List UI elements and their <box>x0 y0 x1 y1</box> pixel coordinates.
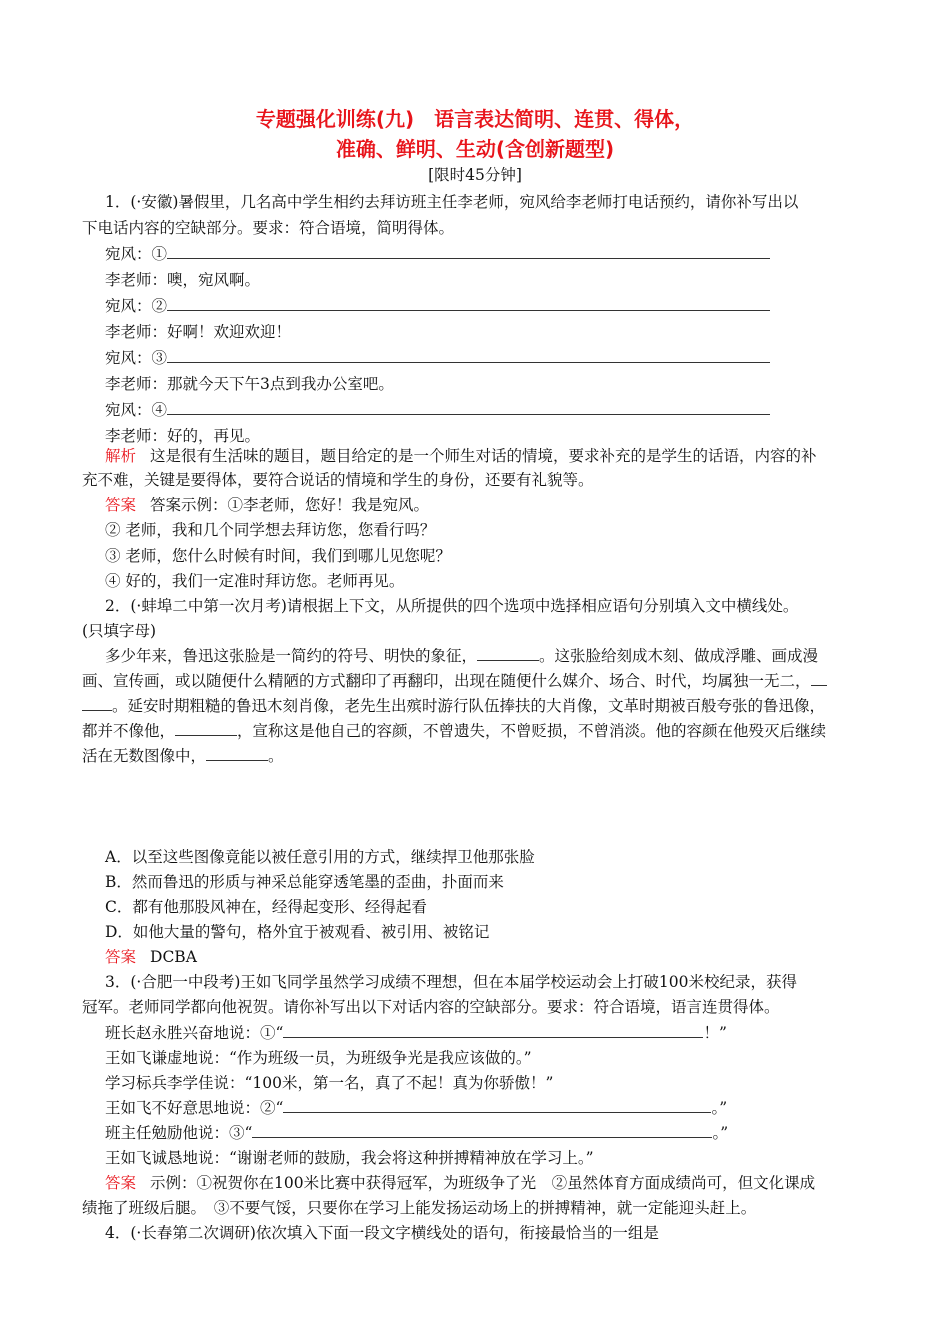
answer-blank[interactable] <box>283 1098 711 1113</box>
q2-option-d: D．如他大量的警句，格外宜于被观看、被引用、被铭记 <box>105 923 490 941</box>
speaker: 李老师： <box>105 427 168 445</box>
q2-answer: 答案 DCBA <box>105 948 197 966</box>
q3-answer-line1: 答案 示例：①祝贺你在100米比赛中获得冠军，为班级争了光 ②虽然体育方面成绩尚可，但文化课成 <box>105 1174 816 1192</box>
q1-answer-line4: ④ 好的，我们一定准时拜访您。老师再见。 <box>105 572 405 590</box>
q1-analysis-line1: 解析 这是很有生活味的题目，题目给定的是一个师生对话的情境，要求补充的是学生的话语，内容的补 <box>105 447 817 465</box>
answer-blank[interactable] <box>167 296 770 311</box>
q1-dialogue-line <box>105 424 905 446</box>
q1-prompt-line2: 下电话内容的空缺部分。要求：符合语境，简明得体。 <box>82 219 455 237</box>
q2-option-a: A．以至这些图像竟能以被任意引用的方式，继续捍卫他那张脸 <box>105 848 535 866</box>
answer-blank[interactable] <box>167 400 770 415</box>
answer-blank[interactable] <box>167 244 770 259</box>
answer-label: 答案 <box>105 496 137 514</box>
answer-blank[interactable] <box>477 646 539 661</box>
speech: 噢，宛风啊。 <box>167 271 261 289</box>
q2-passage-line1: 多少年来，鲁迅这张脸是一简约的符号、明快的象征， 。这张脸给刻成木刻、做成浮雕、画成漫 <box>105 647 819 665</box>
q1-answer-line1: 答案 答案示例：①李老师，您好！我是宛风。 <box>105 496 430 514</box>
answer-blank[interactable] <box>283 1023 703 1038</box>
answer-blank[interactable] <box>252 1123 712 1138</box>
q2-option-c: C．都有他那股风神在，经得起变形、经得起看 <box>105 898 427 916</box>
q1-dialogue-line <box>105 346 905 368</box>
q2-passage-line2: 画、宣传画，或以随便什么精陋的方式翻印了再翻印，出现在随便什么媒介、场合、时代，均属独一无二， <box>82 669 882 691</box>
speaker: 宛风：③ <box>105 349 168 367</box>
speaker: 宛风：① <box>105 245 168 263</box>
q1-prompt-line1: 1．(·安徽)暑假里，几名高中学生相约去拜访班主任李老师，宛风给李老师打电话预约，请你补写出以 <box>105 193 799 211</box>
q2-prompt-line1: 2．(·蚌埠二中第一次月考)请根据上下文，从所提供的四个选项中选择相应语句分别填入文中横线处。 <box>105 597 799 615</box>
q3-prompt-line2: 冠军。老师同学都向他祝贺。请你补写出以下对话内容的空缺部分。要求：符合语境，语言连贯得体。 <box>82 998 780 1016</box>
answer-blank[interactable] <box>167 348 770 363</box>
analysis-label: 解析 <box>105 447 137 465</box>
speaker: 李老师： <box>105 375 168 393</box>
answer-label: 答案 <box>105 948 137 966</box>
q1-dialogue-line <box>105 242 905 264</box>
q2-passage-line3: 。延安时期粗糙的鲁迅木刻肖像，老先生出殡时游行队伍捧扶的大肖像，文革时期被百般夸张的鲁迅像， <box>82 694 882 716</box>
q1-dialogue-line <box>105 294 905 316</box>
answer-blank[interactable] <box>206 746 268 761</box>
time-limit: [限时45分钟] <box>428 166 522 184</box>
speech: 好的，再见。 <box>167 427 261 445</box>
speaker: 李老师： <box>105 323 168 341</box>
q1-dialogue-line <box>105 398 905 420</box>
q1-answer-line3: ③ 老师，您什么时候有时间，我们到哪儿见您呢？ <box>105 547 451 565</box>
answer-label: 答案 <box>105 1174 137 1192</box>
speaker: 宛风：④ <box>105 401 168 419</box>
q2-prompt-line2: (只填字母) <box>82 622 157 640</box>
q3-dialogue-line: 学习标兵李学佳说：“100米，第一名，真了不起！真为你骄傲！” <box>105 1074 554 1092</box>
q2-passage-line5: 活在无数图像中， 。 <box>82 747 284 765</box>
answer-blank[interactable] <box>811 671 827 686</box>
q3-dialogue-line: 王如飞诚恳地说：“谢谢老师的鼓励，我会将这种拼搏精神放在学习上。” <box>105 1149 594 1167</box>
q1-dialogue-line <box>105 372 905 394</box>
q3-dialogue-line: 班主任勉励他说：③“ 。” <box>105 1124 729 1142</box>
doc-title-line1: 专题强化训练(九) 语言表达简明、连贯、得体， <box>255 107 695 131</box>
q3-dialogue-line: 王如飞谦虚地说：“作为班级一员，为班级争光是我应该做的。” <box>105 1049 532 1067</box>
speech: 好啊！欢迎欢迎！ <box>167 323 292 341</box>
q1-dialogue-line <box>105 320 905 342</box>
q3-answer-line2: 绩拖了班级后腿。 ③不要气馁，只要你在学习上能发扬运动场上的拼搏精神，就一定能迎头赶上。 <box>82 1199 757 1217</box>
answer-blank[interactable] <box>82 696 112 711</box>
q3-prompt-line1: 3．(·合肥一中段考)王如飞同学虽然学习成绩不理想，但在本届学校运动会上打破100米校纪录，获得 <box>105 973 797 991</box>
speaker: 李老师： <box>105 271 168 289</box>
q2-option-b: B．然而鲁迅的形质与神采总能穿透笔墨的歪曲，扑面而来 <box>105 873 504 891</box>
answer-blank[interactable] <box>175 721 237 736</box>
doc-title-line2: 准确、鲜明、生动(含创新题型) <box>335 137 615 161</box>
q1-dialogue-line <box>105 268 905 290</box>
speech: 那就今天下午3点到我办公室吧。 <box>167 375 394 393</box>
q1-answer-line2: ② 老师，我和几个同学想去拜访您，您看行吗？ <box>105 521 436 539</box>
q1-analysis-line2: 充不难，关键是要得体，要符合说话的情境和学生的身份，还要有礼貌等。 <box>82 471 594 489</box>
q3-dialogue-line: 王如飞不好意思地说：②“ 。” <box>105 1099 728 1117</box>
speaker: 宛风：② <box>105 297 168 315</box>
q4-prompt-line1: 4．(·长春第二次调研)依次填入下面一段文字横线处的语句，衔接最恰当的一组是 <box>105 1224 659 1242</box>
q2-passage-line4: 都并不像他， ，宣称这是他自己的容颜，不曾遗失，不曾贬损，不曾消淡。他的容颜在他殁灭后继续 <box>82 722 827 740</box>
q3-dialogue-line: 班长赵永胜兴奋地说：①“ ！” <box>105 1024 727 1042</box>
